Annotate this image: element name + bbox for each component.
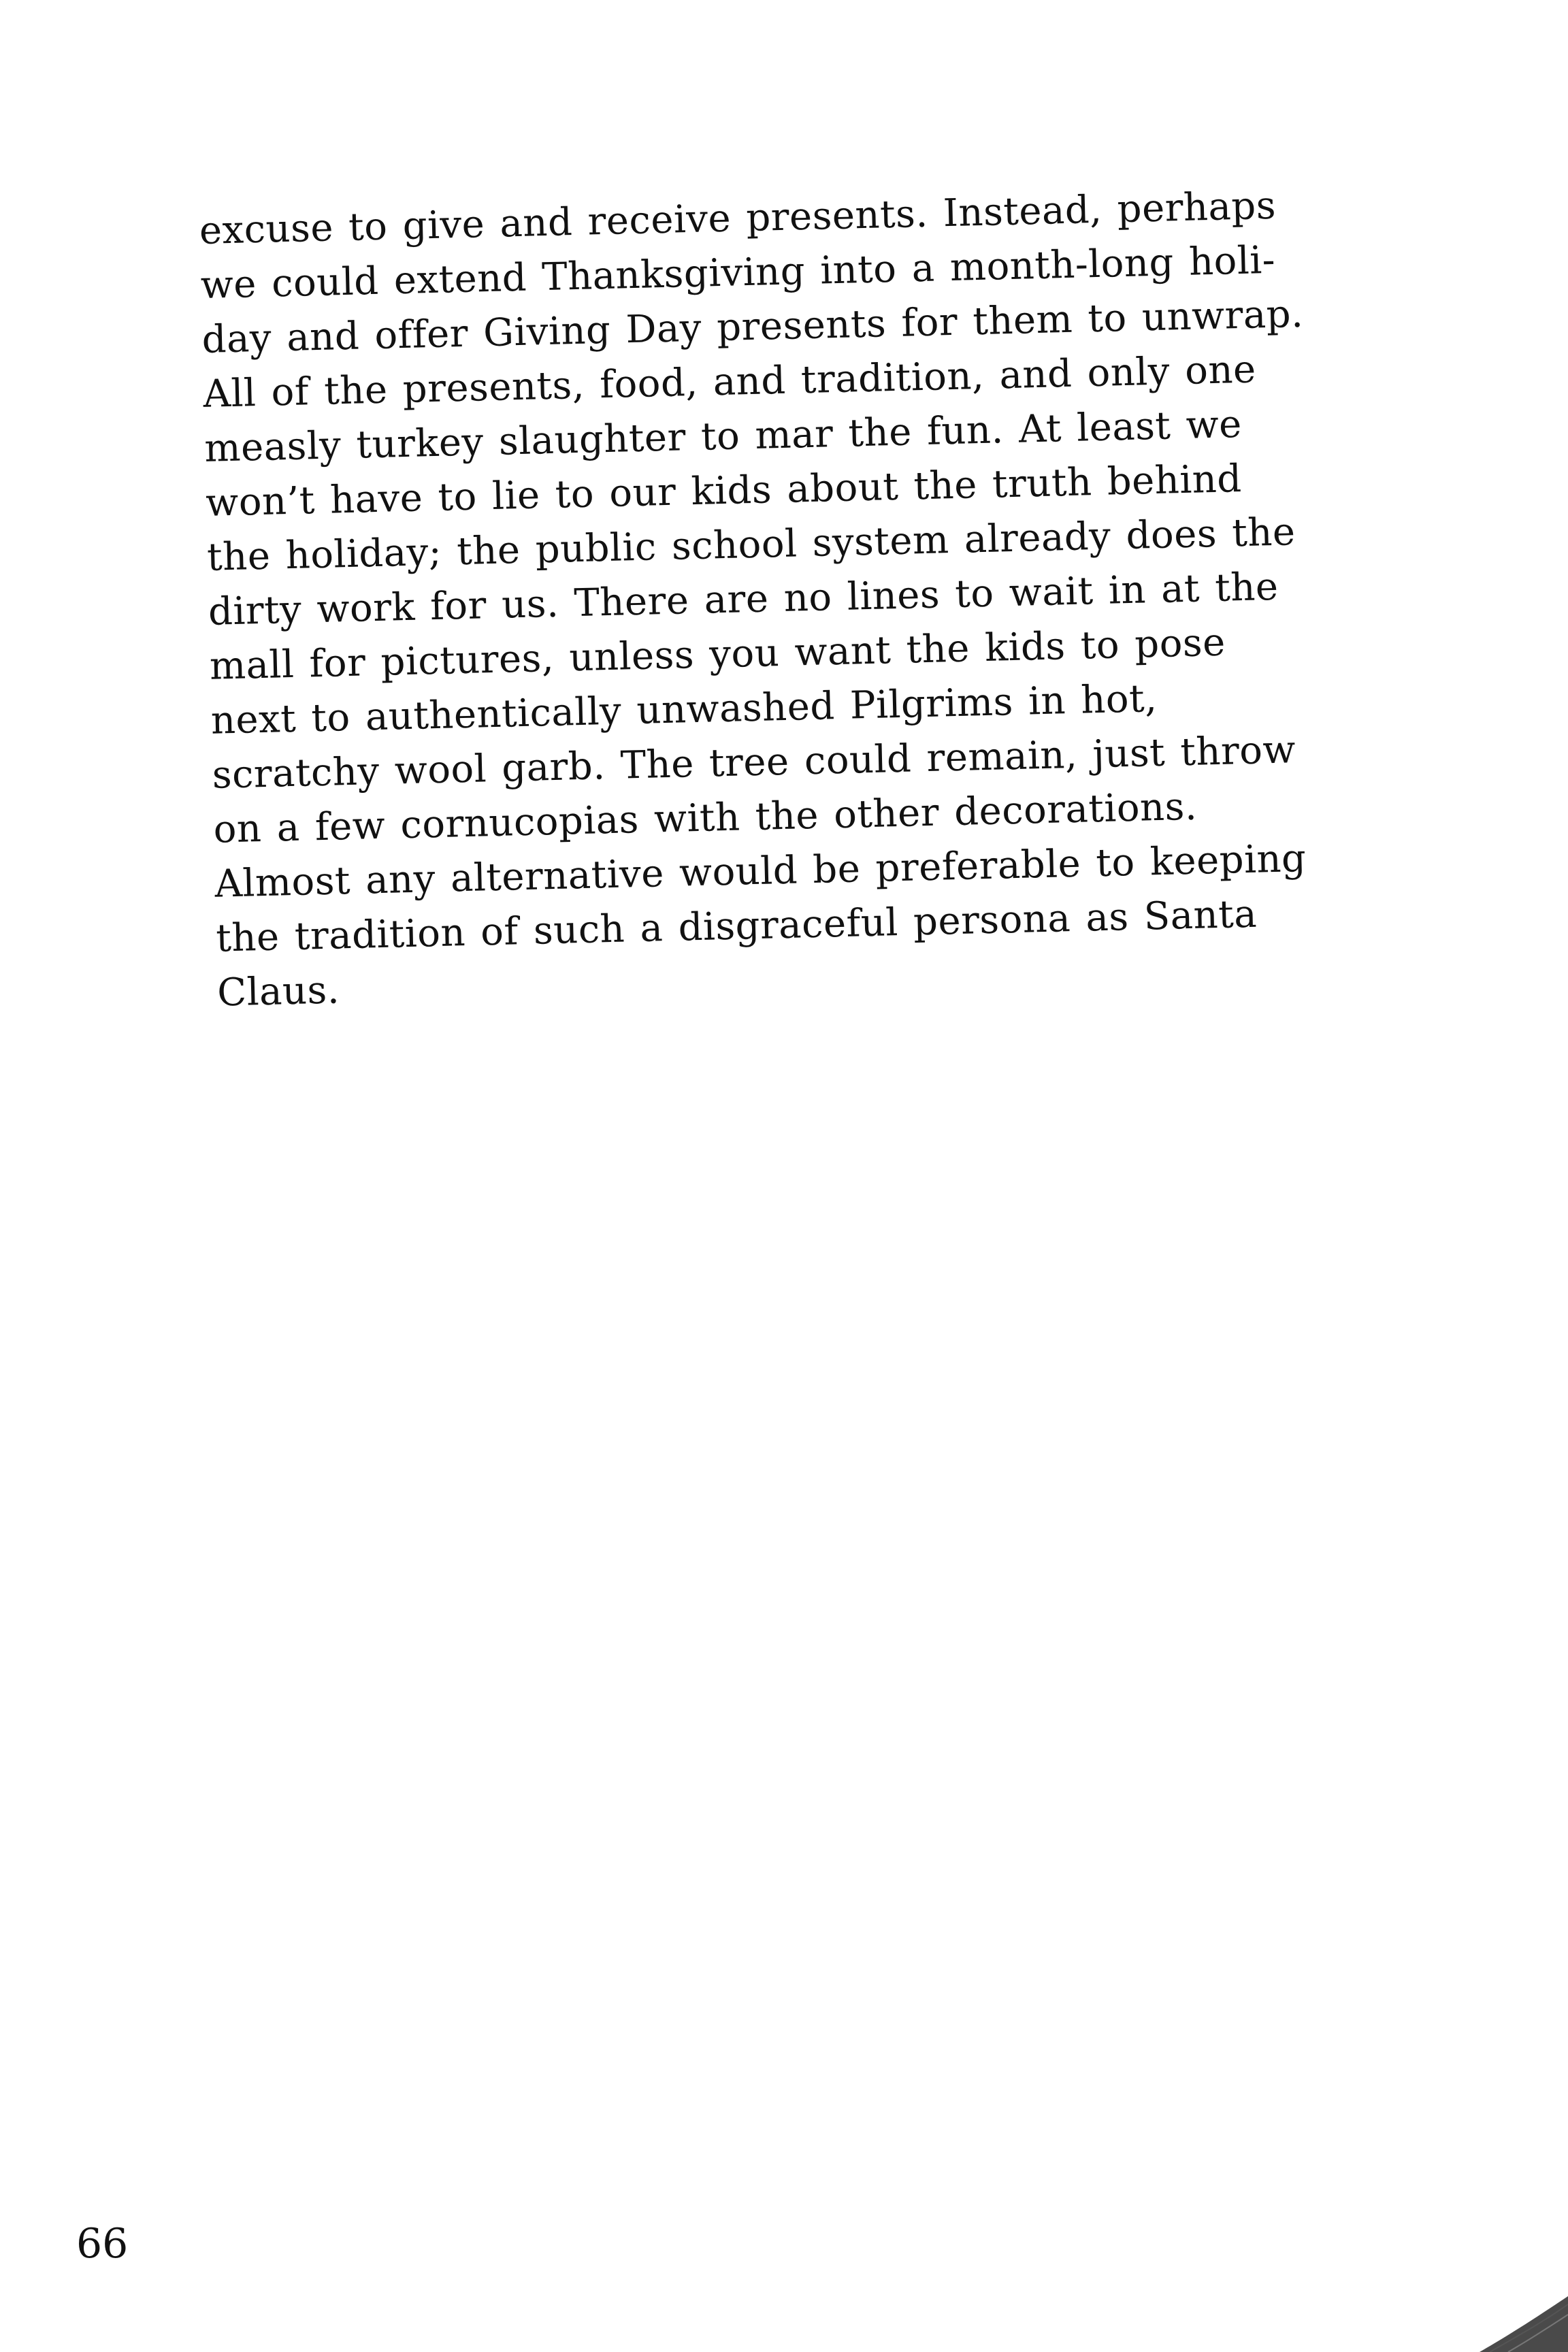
text-line: next to authentically unwashed Pilgrims in hot, xyxy=(210,676,1158,743)
text-line: measly turkey slaughter to mar the fun. At least we xyxy=(203,402,1243,471)
text-line: day and offer Giving Day presents for them to unwrap. xyxy=(201,291,1305,362)
text-line: the tradition of such a disgraceful persona as Santa xyxy=(215,892,1258,961)
text-line: Almost any alternative would be preferable to keeping xyxy=(214,836,1307,906)
corner-scan-artifact xyxy=(1466,2291,1568,2352)
text-line: won’t have to lie to our kids about the truth behind xyxy=(205,457,1243,525)
page-number: 66 xyxy=(76,2220,129,2268)
text-line: mall for pictures, unless you want the kids to pose xyxy=(209,620,1226,689)
text-line: the holiday; the public school system already does the xyxy=(206,510,1296,580)
body-text xyxy=(199,175,1463,1021)
text-line: Claus. xyxy=(216,968,340,1015)
text-line: scratchy wool garb. The tree could remain, just throw xyxy=(212,728,1296,798)
text-line: we could extend Thanksgiving into a month-long holi- xyxy=(200,238,1276,308)
text-line: All of the presents, food, and tradition, and only one xyxy=(202,347,1257,416)
text-line: excuse to give and receive presents. Instead, perhaps xyxy=(199,183,1277,253)
text-line: on a few cornucopias with the other decorations. xyxy=(212,784,1198,852)
text-line: dirty work for us. There are no lines to wait in at the xyxy=(208,564,1279,634)
